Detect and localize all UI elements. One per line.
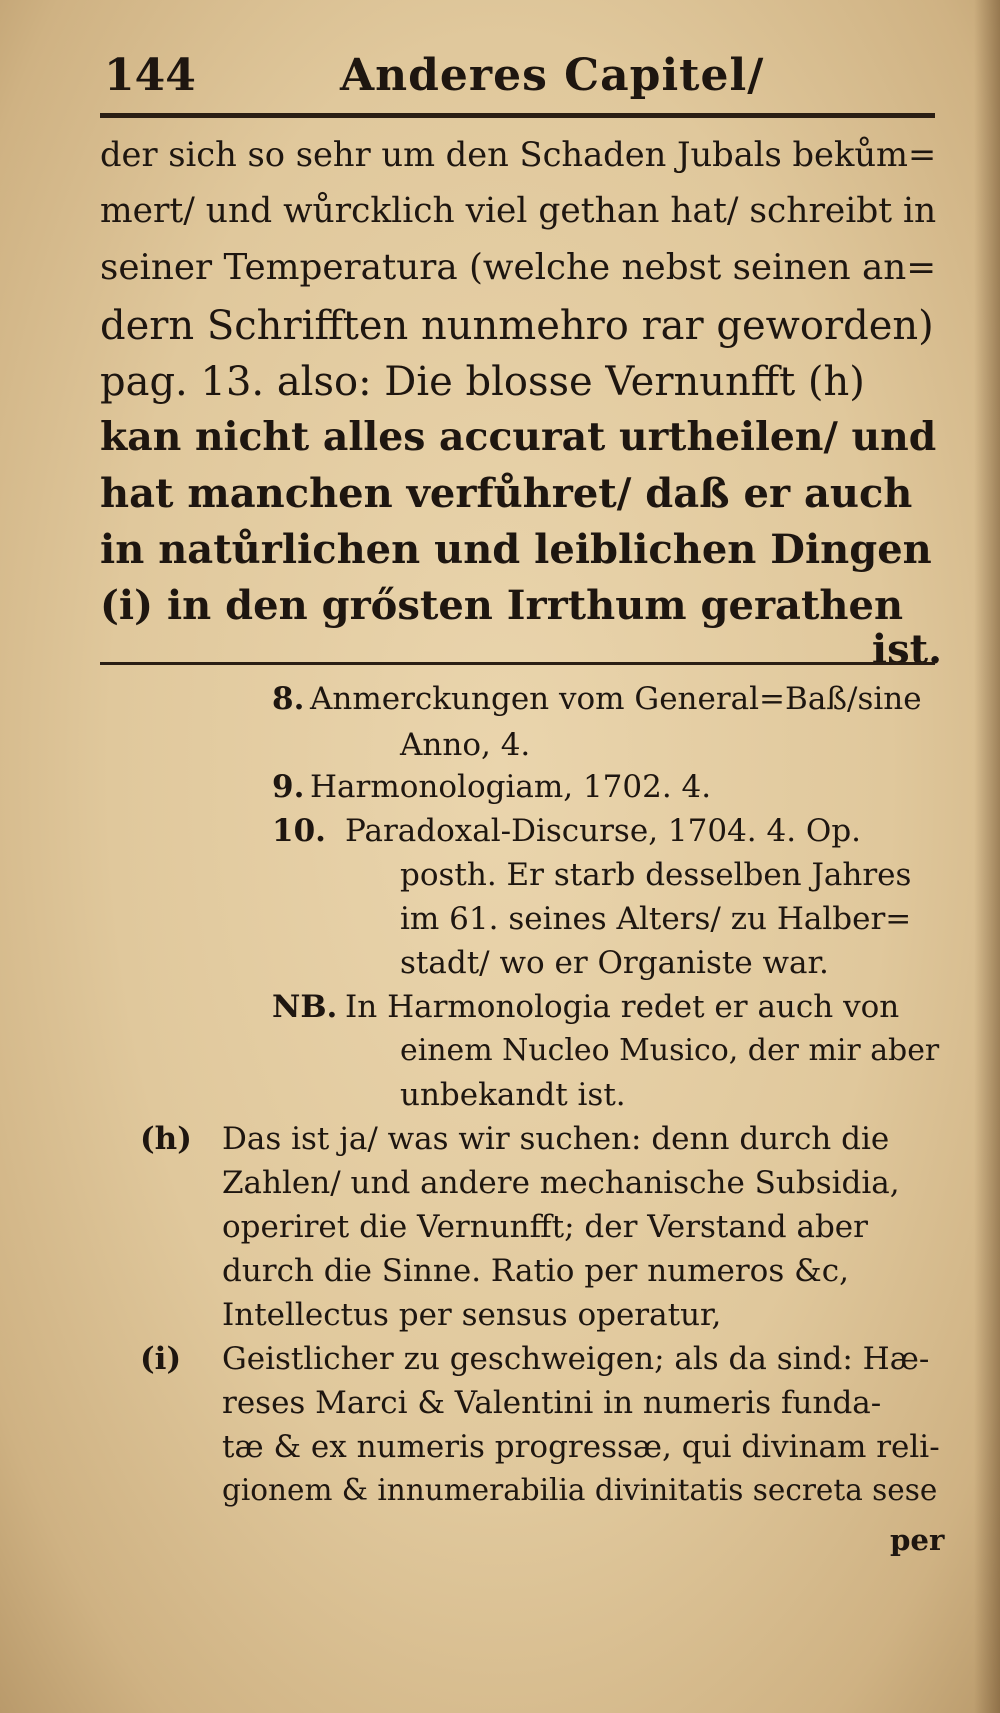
footnote-line: gionem & innumerabilia divinitatis secreta sese — [222, 1473, 938, 1507]
work-line: im 61. seines Alters/ zu Halber= — [400, 901, 912, 937]
body-line: der sich so sehr um den Schaden Jubals bekům= — [100, 135, 937, 174]
work-line: Harmonologiam, 1702. 4. — [310, 769, 712, 805]
body-line: (i) in den grősten Irrthum gerathen — [100, 582, 904, 629]
section-rule — [100, 662, 935, 665]
footnote-line: Zahlen/ und andere mechanische Subsidia, — [222, 1165, 900, 1201]
page-number: 144 — [104, 50, 196, 101]
body-last-word: ist. — [871, 626, 942, 673]
header-rule — [100, 113, 935, 118]
body-line: pag. 13. also: Die blosse Vernunfft (h) — [100, 359, 865, 405]
work-line: In Harmonologia redet er auch von — [345, 989, 900, 1025]
body-line: dern Schrifften nunmehro rar geworden) — [100, 303, 934, 349]
footnote-line: durch die Sinne. Ratio per numeros &c, — [222, 1253, 849, 1289]
footnote-mark: (h) — [140, 1121, 192, 1157]
work-number: 9. — [272, 769, 305, 805]
page-header — [100, 50, 935, 110]
footnote-line: operiret die Vernunfft; der Verstand aber — [222, 1209, 868, 1245]
catchword: per — [890, 1523, 945, 1557]
body-line: hat manchen verfůhret/ daß er auch — [100, 470, 913, 517]
footnote-line: Intellectus per sensus operatur, — [222, 1297, 722, 1333]
work-line: Anmerckungen vom General=Baß/sine — [310, 681, 922, 717]
body-line: seiner Temperatura (welche nebst seinen an= — [100, 247, 937, 288]
footnote-line: tæ & ex numeris progressæ, qui divinam reli- — [222, 1429, 940, 1465]
body-line: kan nicht alles accurat urtheilen/ und — [100, 414, 937, 460]
footnote-line: Geistlicher zu geschweigen; als da sind: Hæ- — [222, 1341, 930, 1377]
work-line: Anno, 4. — [400, 727, 531, 763]
running-title: Anderes Capitel/ — [340, 50, 765, 101]
work-line: einem Nucleo Musico, der mir aber — [400, 1033, 940, 1068]
work-line: stadt/ wo er Organiste war. — [400, 945, 829, 981]
body-line: mert/ und wůrcklich viel gethan hat/ schreibt in — [100, 191, 937, 231]
footnote-line: reses Marci & Valentini in numeris funda- — [222, 1385, 882, 1421]
page-edge-shadow — [974, 0, 1000, 1713]
work-line: posth. Er starb desselben Jahres — [400, 857, 912, 893]
work-number: 8. — [272, 681, 305, 717]
footnote-line: Das ist ja/ was wir suchen: denn durch die — [222, 1121, 890, 1157]
work-line: unbekandt ist. — [400, 1077, 626, 1113]
footnote-mark: (i) — [140, 1341, 182, 1377]
body-line: in natůrlichen und leiblichen Dingen — [100, 526, 932, 573]
work-number: NB. — [272, 989, 338, 1025]
work-line: Paradoxal-Discurse, 1704. 4. Op. — [345, 813, 862, 849]
work-number: 10. — [272, 813, 326, 849]
